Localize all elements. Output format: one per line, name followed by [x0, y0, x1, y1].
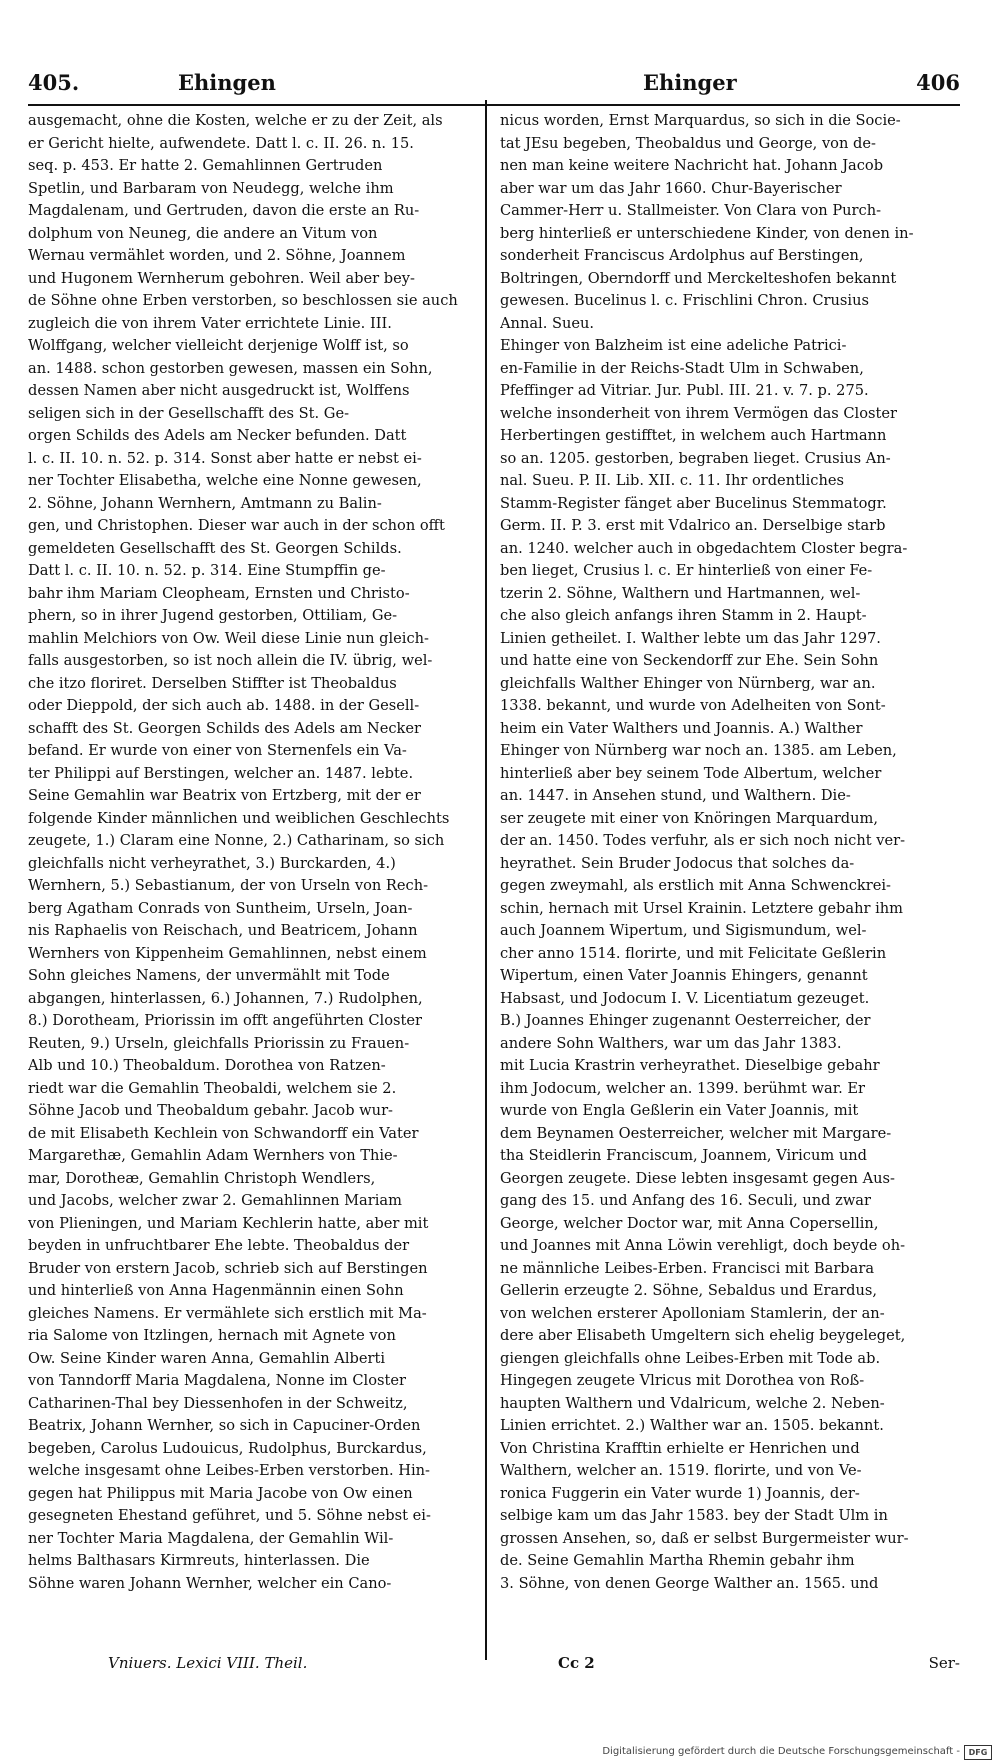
text-line: von welchen ersterer Apolloniam Stamlerin, der an-	[500, 1304, 885, 1322]
text-line: ter Philippi auf Berstingen, welcher an. 1487. lebte.	[28, 764, 414, 782]
text-line: de mit Elisabeth Kechlein von Schwandorff ein Vater	[28, 1124, 419, 1142]
text-line: beyden in unfruchtbarer Ehe lebte. Theobaldus der	[28, 1237, 410, 1254]
text-line: 1338. bekannt, und wurde von Adelheiten von Sont-	[500, 697, 886, 714]
text-line: Wolffgang, welcher vielleicht derjenige Wolff ist, so	[28, 337, 409, 354]
text-line: sonderheit Franciscus Ardolphus auf Berstingen,	[500, 247, 864, 264]
text-line: schafft des St. Georgen Schilds des Adels am Necker	[28, 719, 421, 737]
text-line: nis Raphaelis von Reischach, und Beatricem, Johann	[28, 922, 418, 939]
text-line: er Gericht hielte, aufwendete. Datt l. c. II. 26. n. 15.	[28, 134, 414, 152]
text-line: ihm Jodocum, welcher an. 1399. berühmt war. Er	[500, 1079, 865, 1097]
text-line: Ehinger von Nürnberg war noch an. 1385. am Leben,	[500, 742, 897, 759]
text-line: 3. Söhne, von denen George Walther an. 1565. und	[500, 1574, 879, 1592]
text-line: mar, Dorotheæ, Gemahlin Christoph Wendlers,	[28, 1169, 376, 1187]
text-line: dere aber Elisabeth Umgeltern sich ehelig beygeleget,	[500, 1327, 906, 1344]
text-line: befand. Er wurde von einer von Sternenfels ein Va-	[28, 742, 407, 759]
text-line: haupten Walthern und Vdalricum, welche 2. Neben-	[500, 1394, 885, 1412]
digitization-credit	[0, 1742, 1000, 1762]
text-line: dolphum von Neuneg, die andere an Vitum von	[28, 224, 378, 242]
text-line: gleiches Namens. Er vermählete sich erstlich mit Ma-	[28, 1304, 427, 1322]
text-line: cher anno 1514. florirte, und mit Felicitate Geßlerin	[500, 944, 887, 962]
text-line: berg Agatham Conrads von Suntheim, Urseln, Joan-	[28, 899, 413, 917]
text-line: gesegneten Ehestand geführet, und 5. Söhne nebst ei-	[28, 1507, 431, 1524]
text-line: de. Seine Gemahlin Martha Rhemin gebahr ihm	[500, 1552, 855, 1569]
text-line: Hingegen zeugete Vlricus mit Dorothea von Roß-	[500, 1372, 865, 1389]
text-line: von Tanndorff Maria Magdalena, Nonne im Closter	[28, 1372, 406, 1389]
text-line: ne männliche Leibes-Erben. Francisci mit Barbara	[500, 1259, 875, 1277]
text-line: che also gleich anfangs ihren Stamm in 2. Haupt-	[500, 607, 867, 624]
text-line: Magdalenam, und Gertruden, davon die erste an Ru-	[28, 202, 420, 219]
text-line: dem Beynamen Oesterreicher, welcher mit Margare-	[500, 1124, 892, 1142]
text-line: Cammer-Herr u. Stallmeister. Von Clara von Purch-	[500, 202, 882, 219]
text-line: abgangen, hinterlassen, 6.) Johannen, 7.) Rudolphen,	[28, 989, 423, 1007]
text-line: Wernhers von Kippenheim Gemahlinnen, nebst einem	[28, 944, 427, 962]
text-line: tzerin 2. Söhne, Walthern und Hartmannen, wel-	[500, 584, 861, 602]
text-line: nen man keine weitere Nachricht hat. Johann Jacob	[500, 157, 884, 174]
text-line: phern, so in ihrer Jugend gestorben, Ottiliam, Ge-	[28, 607, 398, 624]
text-line: Margarethæ, Gemahlin Adam Wernhers von Thie-	[28, 1147, 398, 1164]
text-line: ronica Fuggerin ein Vater wurde 1) Joannis, der-	[500, 1484, 860, 1502]
text-line: Georgen zeugete. Diese lebten insgesamt gegen Aus-	[500, 1169, 895, 1187]
text-line: an. 1240. welcher auch in obgedachtem Closter begra-	[500, 539, 908, 557]
text-line: mit Lucia Krastrin verheyrathet. Dieselbige gebahr	[500, 1057, 880, 1074]
text-line: tat JEsu begeben, Theobaldus und George, von de-	[500, 134, 876, 152]
text-line: Alb und 10.) Theobaldum. Dorothea von Ratzen-	[28, 1057, 386, 1074]
left-column	[28, 110, 478, 1595]
text-line: andere Sohn Walthers, war um das Jahr 1383.	[500, 1034, 842, 1052]
text-line: oder Dieppold, der sich auch ab. 1488. in der Gesell-	[28, 697, 420, 714]
text-line: orgen Schilds des Adels am Necker befunden. Datt	[28, 427, 407, 444]
text-line: nicus worden, Ernst Marquardus, so sich in die Socie-	[500, 112, 901, 129]
text-line: Germ. II. P. 3. erst mit Vdalrico an. Derselbige starb	[500, 517, 886, 534]
text-line: Beatrix, Johann Wernher, so sich in Capuciner-Orden	[28, 1417, 421, 1434]
text-line: Söhne Jacob und Theobaldum gebahr. Jacob wur-	[28, 1102, 393, 1119]
text-line: und hinterließ von Anna Hagenmännin einen Sohn	[28, 1282, 404, 1299]
text-line: Boltringen, Oberndorff und Merckelteshofen bekannt	[500, 269, 897, 287]
page-number-left: 405.	[28, 70, 80, 95]
text-line: gemeldeten Gesellschafft des St. Georgen Schilds.	[28, 539, 402, 557]
text-line: schin, hernach mit Ursel Krainin. Letztere gebahr ihm	[500, 899, 904, 917]
text-line: aber war um das Jahr 1660. Chur-Bayerischer	[500, 179, 842, 197]
text-line: gleichfalls nicht verheyrathet, 3.) Burckarden, 4.)	[28, 854, 396, 872]
text-line: Söhne waren Johann Wernher, welcher ein Cano-	[28, 1574, 392, 1592]
text-line: Sohn gleiches Namens, der unvermählt mit Tode	[28, 967, 390, 984]
text-line: folgende Kinder männlichen und weiblichen Geschlechts	[28, 809, 450, 827]
text-line: falls ausgestorben, so ist noch allein die IV. übrig, wel-	[28, 652, 433, 669]
text-line: auch Joannem Wipertum, und Sigismundum, wel-	[500, 922, 867, 939]
text-line: seligen sich in der Gesellschafft des St. Ge-	[28, 404, 350, 422]
text-line: Spetlin, und Barbaram von Neudegg, welche ihm	[28, 179, 394, 197]
text-line: ausgemacht, ohne die Kosten, welche er zu der Zeit, als	[28, 112, 443, 129]
text-line: Herbertingen gestifftet, in welchem auch Hartmann	[500, 427, 887, 444]
text-line: de Söhne ohne Erben verstorben, so beschlossen sie auch	[28, 292, 458, 309]
text-line: B.) Joannes Ehinger zugenannt Oesterreicher, der	[500, 1012, 871, 1029]
text-line: und Joannes mit Anna Löwin verehligt, doch beyde oh-	[500, 1237, 906, 1254]
text-line: ser zeugete mit einer von Knöringen Marquardum,	[500, 809, 879, 827]
text-line: an. 1488. schon gestorben gewesen, massen ein Sohn,	[28, 359, 433, 377]
text-line: dessen Namen aber nicht ausgedruckt ist, Wolffens	[28, 382, 410, 399]
text-line: gegen hat Philippus mit Maria Jacobe von Ow einen	[28, 1484, 413, 1502]
text-line: gang des 15. und Anfang des 16. Seculi, und zwar	[500, 1192, 871, 1209]
text-line: bahr ihm Mariam Cleopheam, Ernsten und Christo-	[28, 584, 410, 602]
text-line: Stamm-Register fänget aber Bucelinus Stemmatogr.	[500, 494, 887, 512]
text-line: tha Steidlerin Franciscum, Joannem, Viricum und	[500, 1147, 867, 1164]
text-line: heim ein Vater Walthers und Joannis. A.) Walther	[500, 719, 863, 737]
text-line: 2. Söhne, Johann Wernhern, Amtmann zu Balin-	[28, 494, 382, 512]
text-line: Wipertum, einen Vater Joannis Ehingers, genannt	[500, 967, 868, 984]
text-line: Habsast, und Jodocum I. V. Licentiatum gezeuget.	[500, 989, 870, 1007]
dfg-logo: DFG	[964, 1745, 992, 1760]
text-line: gleichfalls Walther Ehinger von Nürnberg, war an.	[500, 674, 876, 692]
text-line: nal. Sueu. P. II. Lib. XII. c. 11. Ihr ordentliches	[500, 472, 844, 489]
text-line: Gellerin erzeugte 2. Söhne, Sebaldus und Erardus,	[500, 1282, 877, 1299]
text-line: und Jacobs, welcher zwar 2. Gemahlinnen Mariam	[28, 1192, 402, 1209]
text-line: giengen gleichfalls ohne Leibes-Erben mit Tode ab.	[500, 1349, 881, 1367]
text-line: Ehinger von Balzheim ist eine adeliche Patrici-	[500, 337, 847, 354]
text-line: Datt l. c. II. 10. n. 52. p. 314. Eine Stumpffin ge-	[28, 562, 386, 579]
catchword: Ser-	[928, 1654, 960, 1672]
text-line: 8.) Dorotheam, Priorissin im offt angeführten Closter	[28, 1012, 422, 1029]
text-line: welche insgesamt ohne Leibes-Erben verstorben. Hin-	[28, 1462, 430, 1479]
credit-text: Digitalisierung gefördert durch die Deutsche Forschungsgemeinschaft -	[602, 1746, 960, 1757]
text-line: begeben, Carolus Ludouicus, Rudolphus, Burckardus,	[28, 1439, 427, 1457]
text-line: Wernhern, 5.) Sebastianum, der von Urseln von Rech-	[28, 877, 429, 894]
text-line: George, welcher Doctor war, mit Anna Copersellin,	[500, 1214, 879, 1232]
text-line: und Hugonem Wernherum gebohren. Weil aber bey-	[28, 269, 415, 287]
text-line: Von Christina Krafftin erhielte er Henrichen und	[500, 1439, 860, 1457]
text-line: Linien errichtet. 2.) Walther war an. 1505. bekannt.	[500, 1417, 884, 1434]
text-line: Bruder von erstern Jacob, schrieb sich auf Berstingen	[28, 1259, 428, 1277]
text-line: berg hinterließ er unterschiedene Kinder, von denen in-	[500, 224, 914, 242]
text-line: welche insonderheit von ihrem Vermögen das Closter	[500, 404, 897, 422]
text-line: gegen zweymahl, als erstlich mit Anna Schwenckrei-	[500, 877, 891, 894]
sheet-signature: Cc 2	[558, 1654, 595, 1672]
text-line: ner Tochter Maria Magdalena, der Gemahlin Wil-	[28, 1529, 394, 1547]
text-line: ria Salome von Itzlingen, hernach mit Agnete von	[28, 1327, 396, 1344]
text-line: ben lieget, Crusius l. c. Er hinterließ von einer Fe-	[500, 562, 873, 579]
page-footer	[28, 1654, 960, 1684]
text-line: Reuten, 9.) Urseln, gleichfalls Priorissin zu Frauen-	[28, 1034, 410, 1052]
text-line: zugleich die von ihrem Vater errichtete Linie. III.	[28, 314, 392, 332]
text-line: en-Familie in der Reichs-Stadt Ulm in Schwaben,	[500, 359, 864, 377]
text-line: seq. p. 453. Er hatte 2. Gemahlinnen Gertruden	[28, 157, 383, 174]
text-line: Wernau vermählet worden, und 2. Söhne, Joannem	[28, 247, 406, 264]
text-line: Catharinen-Thal bey Diessenhofen in der Schweitz,	[28, 1394, 408, 1412]
text-line: wurde von Engla Geßlerin ein Vater Joannis, mit	[500, 1102, 859, 1119]
page-number-right: 406	[916, 70, 960, 95]
text-line: gen, und Christophen. Dieser war auch in der schon offt	[28, 517, 445, 534]
text-line: Pfeffinger ad Vitriar. Jur. Publ. III. 21. v. 7. p. 275.	[500, 382, 869, 399]
signature-mark: Vniuers. Lexici VIII. Theil.	[108, 1654, 308, 1672]
text-line: che itzo floriret. Derselben Stiffter ist Theobaldus	[28, 674, 397, 692]
text-line: zeugete, 1.) Claram eine Nonne, 2.) Catharinam, so sich	[28, 832, 445, 849]
text-line: Walthern, welcher an. 1519. florirte, und von Ve-	[500, 1462, 862, 1479]
text-line: der an. 1450. Todes verfuhr, als er sich noch nicht ver-	[500, 832, 906, 849]
text-line: Annal. Sueu.	[500, 314, 595, 332]
running-head-left: Ehingen	[178, 70, 276, 95]
text-line: selbige kam um das Jahr 1583. bey der Stadt Ulm in	[500, 1507, 888, 1524]
text-line: gewesen. Bucelinus l. c. Frischlini Chron. Crusius	[500, 292, 869, 309]
text-line: an. 1447. in Ansehen stund, und Walthern. Die-	[500, 787, 851, 804]
text-line: Seine Gemahlin war Beatrix von Ertzberg, mit der er	[28, 787, 421, 804]
running-head-right: Ehinger	[643, 70, 737, 95]
text-line: mahlin Melchiors von Ow. Weil diese Linie nun gleich-	[28, 629, 429, 647]
right-column	[500, 110, 950, 1595]
page-header	[28, 66, 960, 102]
header-rule	[28, 104, 960, 106]
column-divider	[485, 100, 487, 1660]
text-line: und hatte eine von Seckendorff zur Ehe. Sein Sohn	[500, 652, 879, 669]
text-line: riedt war die Gemahlin Theobaldi, welchem sie 2.	[28, 1079, 397, 1097]
text-line: ner Tochter Elisabetha, welche eine Nonne gewesen,	[28, 472, 422, 489]
text-line: heyrathet. Sein Bruder Jodocus that solches da-	[500, 854, 855, 872]
text-line: Ow. Seine Kinder waren Anna, Gemahlin Alberti	[28, 1349, 385, 1367]
text-line: Linien getheilet. I. Walther lebte um das Jahr 1297.	[500, 629, 881, 647]
text-line: von Plieningen, und Mariam Kechlerin hatte, aber mit	[28, 1214, 429, 1232]
text-line: l. c. II. 10. n. 52. p. 314. Sonst aber hatte er nebst ei-	[28, 449, 422, 467]
text-line: helms Balthasars Kirmreuts, hinterlassen. Die	[28, 1552, 370, 1569]
text-line: hinterließ aber bey seinem Tode Albertum, welcher	[500, 764, 882, 782]
text-line: so an. 1205. gestorben, begraben lieget. Crusius An-	[500, 449, 891, 467]
text-line: grossen Ansehen, so, daß er selbst Burgermeister wur-	[500, 1529, 909, 1547]
